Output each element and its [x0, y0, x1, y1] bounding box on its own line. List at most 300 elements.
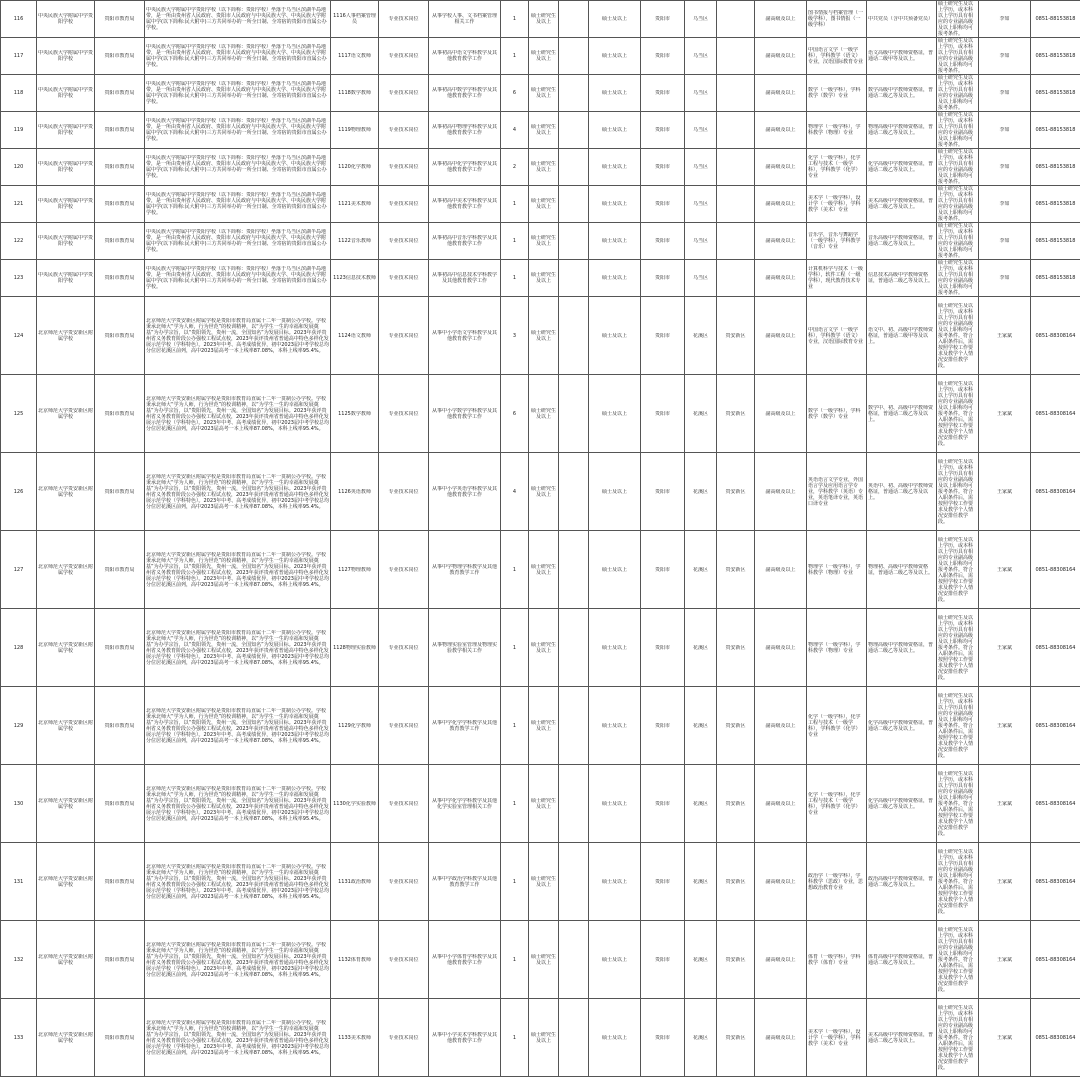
city-name [641, 75, 685, 112]
department-name-text: 贵阳市教育局 [96, 1035, 143, 1041]
contact-phone-text: 0851-88308164 [1032, 957, 1079, 963]
city-name [641, 260, 685, 297]
recruit-count-text: 4 [502, 127, 527, 133]
contact-person-text: 王家斌 [980, 957, 1029, 963]
degree-requirement-text: 硕士及以上 [590, 489, 639, 495]
contact-person-text: 李如 [980, 164, 1029, 170]
employer-name-text: 北京师范大学贵安新区附属学校 [38, 798, 93, 810]
position-duty-text: 从事初高中美术学科教学及其他教育教学工作 [430, 198, 499, 210]
major-requirement-text: 物理学（一级学科），学科教学（物理）专业 [808, 642, 865, 654]
recruit-count-text: 1 [502, 801, 527, 807]
district-name-text: 乌当区 [686, 238, 715, 244]
title-level [755, 609, 807, 687]
position-code [331, 531, 379, 609]
contact-person-text: 李如 [980, 238, 1029, 244]
degree-requirement-text: 硕士及以上 [590, 645, 639, 651]
unit-introduction-text: 中央民族大学附属中学贵阳学校（以下简称：贵阳学校）坐落于乌当区滨湖半岛地带，是一所由贵州省人民政府、贵阳市人民政府与中央民族大学、中央民族大学附属中学(以下简称:民大附中)三方共同举办的一所全日制、全寄宿的贵阳市直属公办学校。 [146, 155, 329, 179]
other-requirement [867, 186, 937, 223]
position-duty [429, 75, 501, 112]
city-name [641, 149, 685, 186]
department-name-text: 贵阳市教育局 [96, 957, 143, 963]
position-code [331, 297, 379, 375]
recruit-count-text: 1 [502, 723, 527, 729]
position-type [379, 1, 429, 38]
employer-name [37, 260, 95, 297]
city-name [641, 609, 685, 687]
degree-requirement [589, 999, 641, 1077]
contact-person-text: 王家斌 [980, 567, 1029, 573]
contact-phone-text: 0851-88308164 [1032, 723, 1079, 729]
title-level [755, 765, 807, 843]
unit-introduction-text: 中央民族大学附属中学贵阳学校（以下简称：贵阳学校）坐落于乌当区滨湖半岛地带，是一所由贵州省人民政府、贵阳市人民政府与中央民族大学、中央民族大学附属中学(以下简称:民大附中)三方共同举办的一所全日制、全寄宿的贵阳市直属公办学校。 [146, 7, 329, 31]
employer-name-text: 北京师范大学贵安新区附属学校 [38, 408, 93, 420]
row-number [1, 38, 37, 75]
district-name-text: 花溪区 [686, 489, 715, 495]
contact-phone-text: 0851-88308164 [1032, 645, 1079, 651]
position-notes-text: 硕士研究生及以上学历，或本科以上学历具有相应的专业副高级及以上职称均可报考条件。 [938, 112, 977, 148]
position-duty-text: 从事初高中化学学科教学及其他教育教学工作 [430, 161, 499, 173]
position-type [379, 531, 429, 609]
unit-introduction [145, 186, 331, 223]
position-code-text: 1128物理实验教师 [332, 645, 377, 651]
position-duty-text: 从事中学物理学科教学及其他教育教学工作 [430, 564, 499, 576]
education-requirement [529, 297, 559, 375]
education-requirement-text: 硕士研究生及以上 [530, 161, 557, 173]
row-number-text: 117 [2, 53, 35, 59]
table-row [1, 1, 1080, 38]
degree-requirement [589, 921, 641, 999]
blank-cell [559, 999, 589, 1077]
title-level-text: 副高级及以上 [756, 201, 805, 207]
unit-introduction [145, 609, 331, 687]
other-requirement-text: 物理高级中学教师资格证，普通话二级乙等及以上。 [868, 124, 935, 136]
position-code [331, 186, 379, 223]
city-name-text: 贵阳市 [642, 411, 683, 417]
table-row [1, 186, 1080, 223]
education-requirement-text: 硕士研究生及以上 [530, 235, 557, 247]
other-requirement-text: 语文高级中学教师资格证，普通话二级甲等及以上。 [868, 50, 935, 62]
other-requirement-text: 中共党员（含中共预备党员） [868, 16, 935, 22]
row-number-text: 124 [2, 333, 35, 339]
area-name [717, 999, 755, 1077]
area-name-text: 贵安新区 [718, 957, 753, 963]
major-requirement-text: 中国语言文学（一级学科），学科教学（语文）专业，汉语国际教育专业 [808, 47, 865, 65]
position-notes-text: 硕士研究生及以上学历，或本科以上学历具有相应的专业副高级及以上职称均可报考条件。符合入职条件后，需按照学校工作要求及教学个人情况安排任教学段。 [938, 459, 977, 525]
position-type [379, 609, 429, 687]
recruit-count [501, 75, 529, 112]
recruit-count-text: 1 [502, 16, 527, 22]
education-requirement [529, 453, 559, 531]
blank-cell [559, 149, 589, 186]
department-name-text: 贵阳市教育局 [96, 275, 143, 281]
district-name-text: 乌当区 [686, 275, 715, 281]
department-name-text: 贵阳市教育局 [96, 16, 143, 22]
position-duty [429, 260, 501, 297]
contact-person [979, 149, 1031, 186]
table-row [1, 921, 1080, 999]
row-number [1, 609, 37, 687]
area-name [717, 149, 755, 186]
area-name-text: 贵安新区 [718, 879, 753, 885]
contact-person-text: 李如 [980, 201, 1029, 207]
employer-name-text: 中央民族大学附属中学贵阳学校 [38, 50, 93, 62]
other-requirement [867, 1, 937, 38]
position-duty [429, 112, 501, 149]
position-type-text: 专业技术岗位 [380, 275, 427, 281]
table-row [1, 112, 1080, 149]
major-requirement [807, 223, 867, 260]
position-code [331, 260, 379, 297]
major-requirement-text: 物理学（一级学科），学科教学（物理）专业 [808, 124, 865, 136]
unit-introduction [145, 297, 331, 375]
major-requirement-text: 化学（一级学科），化学工程与技术（一级学科），学科教学（化学）专业 [808, 155, 865, 179]
department-name [95, 765, 145, 843]
major-requirement [807, 149, 867, 186]
city-name [641, 531, 685, 609]
district-name-text: 花溪区 [686, 801, 715, 807]
district-name-text: 花溪区 [686, 333, 715, 339]
contact-phone [1031, 531, 1080, 609]
position-notes [937, 531, 979, 609]
district-name [685, 38, 717, 75]
contact-person [979, 223, 1031, 260]
blank-cell [559, 375, 589, 453]
contact-phone-text: 0851-88308164 [1032, 879, 1079, 885]
major-requirement [807, 609, 867, 687]
unit-introduction [145, 1, 331, 38]
major-requirement [807, 38, 867, 75]
position-notes [937, 921, 979, 999]
other-requirement-text: 体育高级中学教师资格证，普通话二级乙等及以上。 [868, 954, 935, 966]
blank-cell [559, 297, 589, 375]
unit-introduction [145, 531, 331, 609]
position-code [331, 149, 379, 186]
recruit-count [501, 1, 529, 38]
unit-introduction [145, 843, 331, 921]
education-requirement [529, 687, 559, 765]
education-requirement [529, 999, 559, 1077]
degree-requirement-text: 硕士及以上 [590, 275, 639, 281]
degree-requirement [589, 112, 641, 149]
position-code-text: 1122音乐教师 [332, 238, 377, 244]
degree-requirement-text: 硕士及以上 [590, 201, 639, 207]
position-notes [937, 186, 979, 223]
title-level-text: 副高级及以上 [756, 127, 805, 133]
city-name-text: 贵阳市 [642, 567, 683, 573]
other-requirement [867, 75, 937, 112]
employer-name [37, 375, 95, 453]
table-row [1, 453, 1080, 531]
position-type-text: 专业技术岗位 [380, 127, 427, 133]
contact-phone-text: 0851-88153818 [1032, 90, 1079, 96]
major-requirement-text: 音乐学，音乐与舞蹈学（一级学科），学科教学（音乐）专业 [808, 232, 865, 250]
education-requirement [529, 843, 559, 921]
unit-introduction-text: 中央民族大学附属中学贵阳学校（以下简称：贵阳学校）坐落于乌当区滨湖半岛地带，是一所由贵州省人民政府、贵阳市人民政府与中央民族大学、中央民族大学附属中学(以下简称:民大附中)三方共同举办的一所全日制、全寄宿的贵阳市直属公办学校。 [146, 81, 329, 105]
major-requirement-text: 数学（一级学科），学科教学（数学）专业 [808, 87, 865, 99]
contact-phone [1031, 260, 1080, 297]
other-requirement-text: 信息技术高级中学教师资格证，普通话二级乙等及以上。 [868, 272, 935, 284]
position-type [379, 375, 429, 453]
blank-cell [559, 453, 589, 531]
row-number [1, 75, 37, 112]
recruit-count-text: 1 [502, 201, 527, 207]
district-name-text: 花溪区 [686, 645, 715, 651]
contact-person-text: 王家斌 [980, 333, 1029, 339]
position-type [379, 765, 429, 843]
contact-person [979, 531, 1031, 609]
position-notes-text: 硕士研究生及以上学历，或本科以上学历具有相应的专业副高级及以上职称均可报考条件。符合入职条件后，需按照学校工作要求及教学个人情况安排任教学段。 [938, 381, 977, 447]
recruit-count [501, 186, 529, 223]
position-notes-text: 硕士研究生及以上学历，或本科以上学历具有相应的专业副高级及以上职称均可报考条件。 [938, 186, 977, 222]
position-notes [937, 112, 979, 149]
position-code [331, 223, 379, 260]
position-type-text: 专业技术岗位 [380, 411, 427, 417]
employer-name [37, 531, 95, 609]
unit-introduction [145, 453, 331, 531]
area-name [717, 112, 755, 149]
other-requirement-text: 物理高级中学教师资格证，普通话二级乙等及以上。 [868, 642, 935, 654]
contact-phone [1031, 609, 1080, 687]
city-name [641, 765, 685, 843]
position-type-text: 专业技术岗位 [380, 90, 427, 96]
major-requirement [807, 531, 867, 609]
position-code-text: 1133美术教师 [332, 1035, 377, 1041]
unit-introduction-text: 中央民族大学附属中学贵阳学校（以下简称：贵阳学校）坐落于乌当区滨湖半岛地带，是一所由贵州省人民政府、贵阳市人民政府与中央民族大学、中央民族大学附属中学(以下简称:民大附中)三方共同举办的一所全日制、全寄宿的贵阳市直属公办学校。 [146, 229, 329, 253]
city-name [641, 687, 685, 765]
area-name [717, 297, 755, 375]
position-type-text: 专业技术岗位 [380, 16, 427, 22]
employer-name [37, 38, 95, 75]
employer-name-text: 中央民族大学附属中学贵阳学校 [38, 235, 93, 247]
title-level [755, 223, 807, 260]
position-code [331, 375, 379, 453]
city-name-text: 贵阳市 [642, 879, 683, 885]
employer-name-text: 中央民族大学附属中学贵阳学校 [38, 198, 93, 210]
major-requirement [807, 75, 867, 112]
education-requirement-text: 硕士研究生及以上 [530, 124, 557, 136]
row-number [1, 149, 37, 186]
major-requirement-text: 化学（一级学科），化学工程与技术（一级学科），学科教学（化学）专业 [808, 792, 865, 816]
major-requirement-text: 图书情报与档案管理（一级学科），图书情报（一级学科） [808, 10, 865, 28]
major-requirement-text: 物理学（一级学科），学科教学（物理）专业 [808, 564, 865, 576]
department-name-text: 贵阳市教育局 [96, 127, 143, 133]
unit-introduction [145, 75, 331, 112]
degree-requirement [589, 1, 641, 38]
recruit-count-text: 3 [502, 333, 527, 339]
district-name-text: 乌当区 [686, 127, 715, 133]
title-level-text: 副高级及以上 [756, 567, 805, 573]
blank-cell [559, 75, 589, 112]
major-requirement [807, 453, 867, 531]
other-requirement-text: 化学高级中学教师资格证，普通话二级乙等及以上。 [868, 798, 935, 810]
title-level [755, 186, 807, 223]
position-duty-text: 从事中小学数学学科教学及其他教育教学工作 [430, 408, 499, 420]
area-name [717, 1, 755, 38]
other-requirement-text: 数学高级中学教师资格证，普通话二级乙等及以上。 [868, 87, 935, 99]
contact-phone [1031, 843, 1080, 921]
position-type [379, 453, 429, 531]
major-requirement [807, 186, 867, 223]
title-level-text: 副高级及以上 [756, 723, 805, 729]
district-name-text: 花溪区 [686, 567, 715, 573]
position-duty [429, 999, 501, 1077]
department-name-text: 贵阳市教育局 [96, 90, 143, 96]
other-requirement-text: 化学高级中学教师资格证，普通话二级乙等及以上。 [868, 720, 935, 732]
position-notes [937, 260, 979, 297]
education-requirement [529, 921, 559, 999]
title-level [755, 297, 807, 375]
position-type [379, 38, 429, 75]
degree-requirement [589, 609, 641, 687]
contact-person [979, 609, 1031, 687]
degree-requirement [589, 687, 641, 765]
title-level [755, 112, 807, 149]
position-duty [429, 1, 501, 38]
unit-introduction-text: 北京师范大学贵安新区附属学校是贵阳市教育局直属十二年一贯制公办学校。学校秉承北师大“学为人师，行为世范”的校训精神，以“为学生一生的幸福和发展奠基”为办学宗旨，以“贵阳领先，贵州一流，全国知名”为发展目标。2023年获评贵州省义务教育阶段公办强校工程试点校，2023年获评贵州省普通高中特色多样化发展示范学校（学科特色）。2023年中考、高考成绩优异，初中2023届中考学校总均分位居花溪区前列，高中2023届高考一本上线率87.08%，本科上线率95.4%。 [146, 474, 329, 510]
district-name-text: 乌当区 [686, 164, 715, 170]
area-name [717, 765, 755, 843]
table-row [1, 999, 1080, 1077]
department-name [95, 75, 145, 112]
unit-introduction [145, 765, 331, 843]
degree-requirement-text: 硕士及以上 [590, 238, 639, 244]
position-code-text: 1126英语教师 [332, 489, 377, 495]
major-requirement-text: 计算机科学与技术（一级学科），软件工程（一级学科），现代教育技术专业 [808, 266, 865, 290]
other-requirement [867, 297, 937, 375]
degree-requirement-text: 硕士及以上 [590, 333, 639, 339]
position-duty-text: 从事学校人事、文书档案管理相关工作 [430, 13, 499, 25]
unit-introduction-text: 北京师范大学贵安新区附属学校是贵阳市教育局直属十二年一贯制公办学校。学校秉承北师大“学为人师，行为世范”的校训精神，以“为学生一生的幸福和发展奠基”为办学宗旨，以“贵阳领先，贵州一流，全国知名”为发展目标。2023年获评贵州省义务教育阶段公办强校工程试点校，2023年获评贵州省普通高中特色多样化发展示范学校（学科特色）。2023年中考、高考成绩优异，初中2023届中考学校总均分位居花溪区前列，高中2023届高考一本上线率87.08%，本科上线率95.4%。 [146, 708, 329, 744]
row-number-text: 118 [2, 90, 35, 96]
unit-introduction [145, 921, 331, 999]
department-name [95, 453, 145, 531]
department-name-text: 贵阳市教育局 [96, 333, 143, 339]
city-name [641, 453, 685, 531]
degree-requirement [589, 453, 641, 531]
department-name [95, 843, 145, 921]
contact-phone-text: 0851-88153818 [1032, 164, 1079, 170]
position-code [331, 75, 379, 112]
recruit-count [501, 38, 529, 75]
position-code [331, 609, 379, 687]
contact-person [979, 843, 1031, 921]
contact-person [979, 186, 1031, 223]
major-requirement-text: 政治学（一级学科），学科教学（思政）专业，思想政治教育专业 [808, 873, 865, 891]
employer-name-text: 中央民族大学附属中学贵阳学校 [38, 13, 93, 25]
other-requirement [867, 38, 937, 75]
education-requirement [529, 531, 559, 609]
position-type [379, 921, 429, 999]
unit-introduction-text: 北京师范大学贵安新区附属学校是贵阳市教育局直属十二年一贯制公办学校。学校秉承北师大“学为人师，行为世范”的校训精神，以“为学生一生的幸福和发展奠基”为办学宗旨，以“贵阳领先，贵州一流，全国知名”为发展目标。2023年获评贵州省义务教育阶段公办强校工程试点校，2023年获评贵州省普通高中特色多样化发展示范学校（学科特色）。2023年中考、高考成绩优异，初中2023届中考学校总均分位居花溪区前列，高中2023届高考一本上线率87.08%，本科上线率95.4%。 [146, 1020, 329, 1056]
district-name [685, 260, 717, 297]
position-notes [937, 223, 979, 260]
recruit-count [501, 531, 529, 609]
contact-phone [1031, 687, 1080, 765]
major-requirement [807, 999, 867, 1077]
position-code [331, 843, 379, 921]
blank-cell [559, 921, 589, 999]
department-name-text: 贵阳市教育局 [96, 489, 143, 495]
education-requirement [529, 375, 559, 453]
employer-name [37, 687, 95, 765]
position-notes [937, 149, 979, 186]
position-code [331, 999, 379, 1077]
area-name [717, 38, 755, 75]
contact-phone [1031, 186, 1080, 223]
major-requirement [807, 687, 867, 765]
contact-phone [1031, 921, 1080, 999]
area-name [717, 609, 755, 687]
recruit-count-text: 1 [502, 567, 527, 573]
department-name-text: 贵阳市教育局 [96, 238, 143, 244]
contact-phone [1031, 149, 1080, 186]
major-requirement [807, 1, 867, 38]
major-requirement [807, 921, 867, 999]
district-name [685, 112, 717, 149]
other-requirement [867, 375, 937, 453]
district-name [685, 453, 717, 531]
contact-phone-text: 0851-88308164 [1032, 489, 1079, 495]
position-code [331, 453, 379, 531]
area-name [717, 921, 755, 999]
contact-person-text: 王家斌 [980, 879, 1029, 885]
other-requirement [867, 921, 937, 999]
row-number [1, 999, 37, 1077]
district-name [685, 531, 717, 609]
unit-introduction [145, 38, 331, 75]
title-level-text: 副高级及以上 [756, 238, 805, 244]
position-notes-text: 硕士研究生及以上学历，或本科以上学历具有相应的专业副高级及以上职称均可报考条件。 [938, 223, 977, 259]
row-number-text: 126 [2, 489, 35, 495]
title-level [755, 531, 807, 609]
row-number [1, 453, 37, 531]
education-requirement [529, 75, 559, 112]
position-type-text: 专业技术岗位 [380, 723, 427, 729]
degree-requirement-text: 硕士及以上 [590, 164, 639, 170]
contact-phone [1031, 297, 1080, 375]
position-code-text: 1124语文教师 [332, 333, 377, 339]
contact-person-text: 李如 [980, 53, 1029, 59]
row-number [1, 186, 37, 223]
district-name-text: 乌当区 [686, 53, 715, 59]
position-code [331, 112, 379, 149]
unit-introduction-text: 中央民族大学附属中学贵阳学校（以下简称：贵阳学校）坐落于乌当区滨湖半岛地带，是一所由贵州省人民政府、贵阳市人民政府与中央民族大学、中央民族大学附属中学(以下简称:民大附中)三方共同举办的一所全日制、全寄宿的贵阳市直属公办学校。 [146, 44, 329, 68]
city-name [641, 112, 685, 149]
district-name [685, 1, 717, 38]
row-number-text: 132 [2, 957, 35, 963]
department-name [95, 297, 145, 375]
other-requirement [867, 112, 937, 149]
row-number [1, 297, 37, 375]
degree-requirement-text: 硕士及以上 [590, 723, 639, 729]
education-requirement [529, 112, 559, 149]
position-duty [429, 297, 501, 375]
position-duty-text: 从事中学化学学科教学及其他教育教学工作 [430, 720, 499, 732]
area-name-text: 贵安新区 [718, 723, 753, 729]
district-name [685, 186, 717, 223]
city-name-text: 贵阳市 [642, 201, 683, 207]
row-number-text: 123 [2, 275, 35, 281]
department-name [95, 112, 145, 149]
education-requirement [529, 609, 559, 687]
area-name [717, 260, 755, 297]
position-type-text: 专业技术岗位 [380, 1035, 427, 1041]
degree-requirement-text: 硕士及以上 [590, 879, 639, 885]
education-requirement [529, 1, 559, 38]
position-duty-text: 从事中学化学学科教学及其他化学实验室管理相关工作 [430, 798, 499, 810]
contact-phone-text: 0851-88153818 [1032, 16, 1079, 22]
district-name-text: 花溪区 [686, 723, 715, 729]
